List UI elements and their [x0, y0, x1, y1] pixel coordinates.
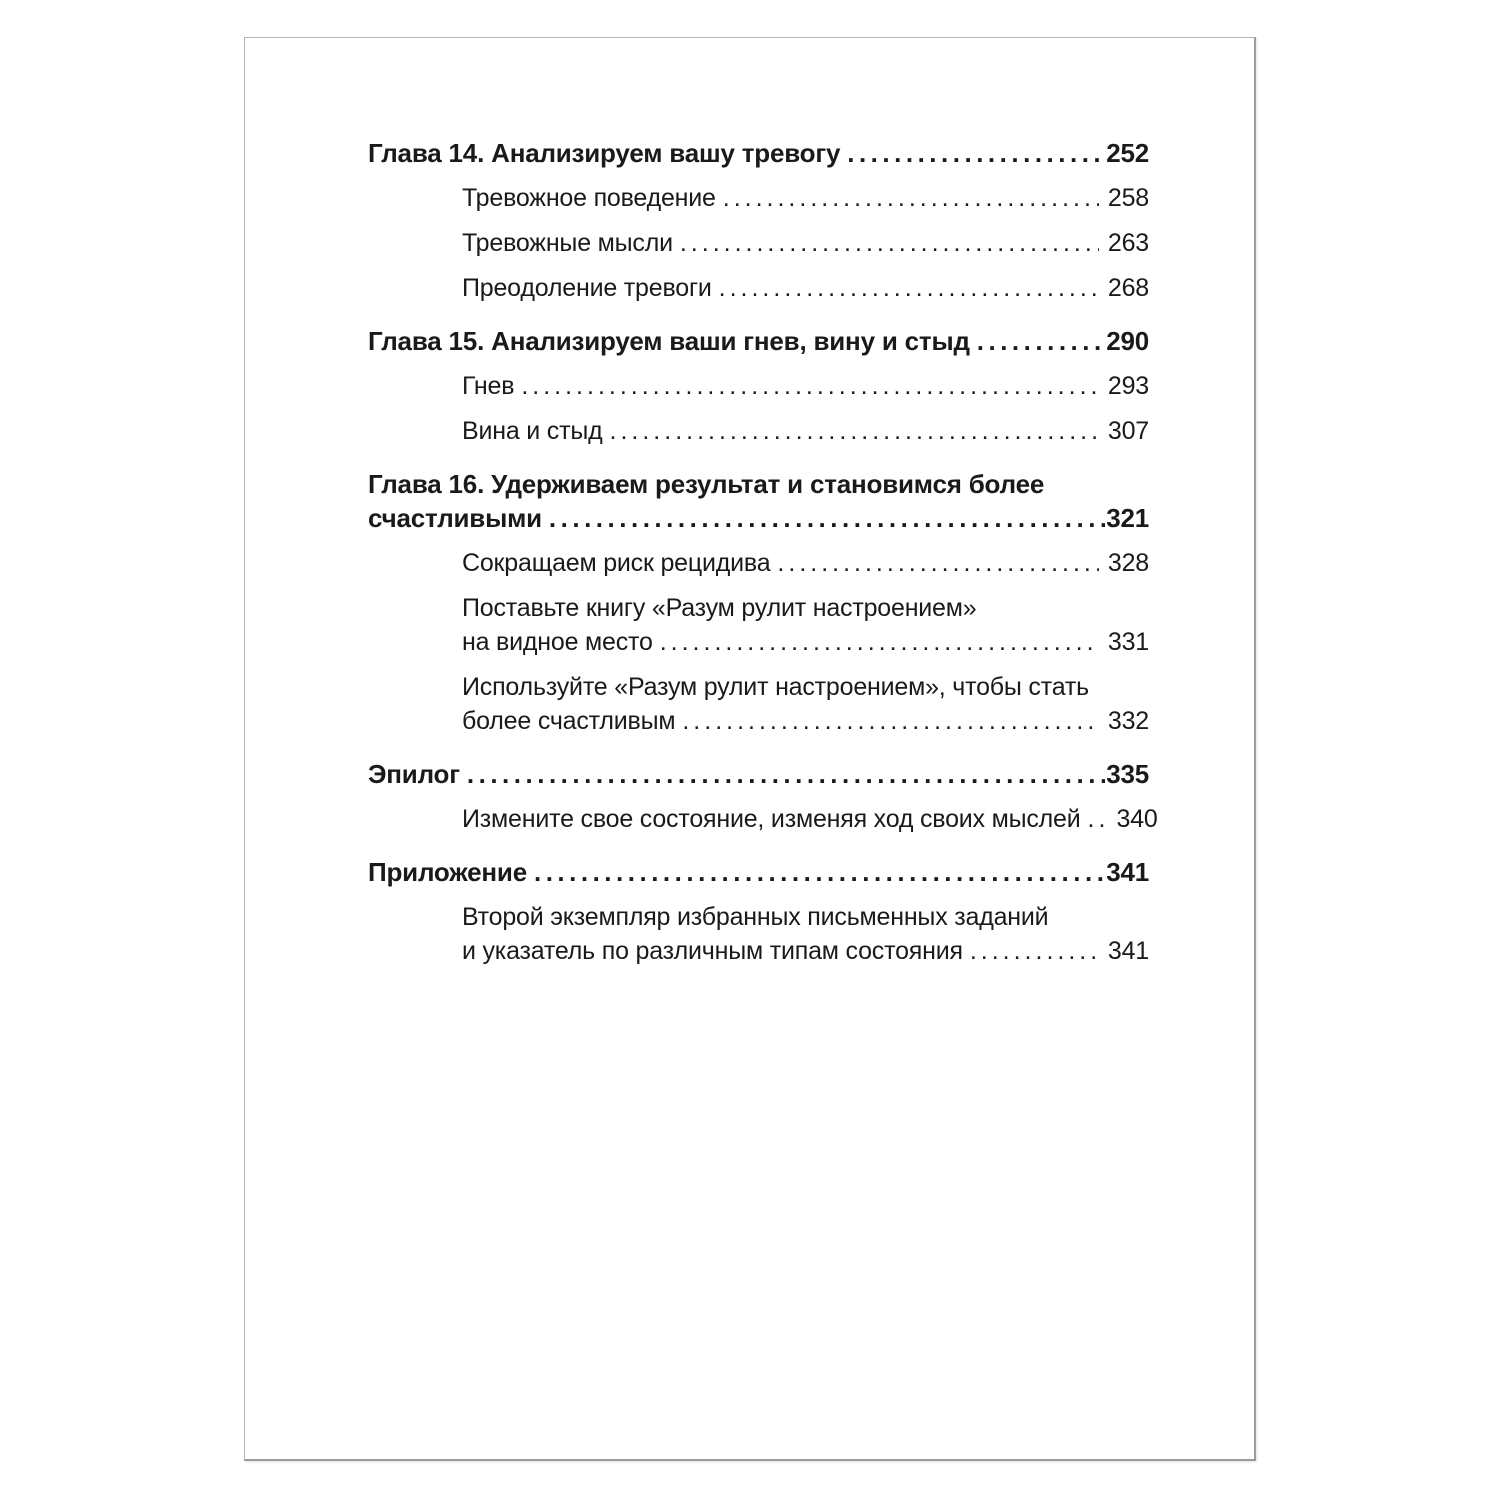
toc-entry-label: на видное место	[462, 628, 653, 656]
toc-sub-entry-line2	[368, 935, 1149, 967]
toc-chapter-entry	[368, 758, 1149, 790]
toc-entry-page: 341	[1106, 857, 1149, 887]
toc-entry-label: счастливыми	[368, 503, 542, 533]
toc-sub-entry	[368, 803, 1158, 835]
toc-entry-label: Глава 16. Удерживаем результат и становимся более	[368, 469, 1045, 499]
toc-entry-label: Второй экземпляр избранных письменных заданий	[462, 903, 1049, 931]
dot-leader	[610, 415, 1099, 447]
toc-entry-label: Преодоление тревоги	[462, 274, 712, 302]
table-of-contents	[245, 38, 1254, 967]
toc-sub-entry	[368, 227, 1149, 259]
dot-leader	[977, 325, 1105, 357]
toc-entry-label: Эпилог	[368, 759, 460, 789]
toc-entry-label: Приложение	[368, 857, 527, 887]
toc-entry-page: 321	[1106, 503, 1149, 533]
toc-entry-page: 290	[1106, 326, 1149, 356]
toc-entry-label: Используйте «Разум рулит настроением», чтобы стать	[462, 673, 1089, 701]
toc-entry-label: и указатель по различным типам состояния	[462, 937, 963, 965]
toc-entry-label: Поставьте книгу «Разум рулит настроением»	[462, 594, 977, 622]
toc-entry-page: 263	[1107, 229, 1149, 257]
dot-leader	[467, 758, 1105, 790]
toc-entry-label: Тревожное поведение	[462, 184, 716, 212]
toc-entry-page: 258	[1107, 184, 1149, 212]
toc-sub-entry-line1	[368, 592, 1149, 624]
book-page-sheet	[244, 37, 1256, 1461]
toc-chapter-entry-line2	[368, 502, 1149, 534]
toc-entry-label: Глава 14. Анализируем вашу тревогу	[368, 138, 841, 168]
toc-entry-page: 307	[1107, 417, 1149, 445]
toc-entry-label: Гнев	[462, 372, 515, 400]
toc-entry-label: Вина и стыд	[462, 417, 603, 445]
toc-entry-page: 331	[1107, 628, 1149, 656]
toc-entry-label: Сокращаем риск рецидива	[462, 549, 771, 577]
toc-entry-page: 252	[1106, 138, 1149, 168]
dot-leader	[723, 182, 1099, 214]
dot-leader	[534, 856, 1105, 888]
dot-leader	[680, 227, 1099, 259]
toc-sub-entry-line2	[368, 626, 1149, 658]
toc-entry-page: 341	[1107, 937, 1149, 965]
dot-leader	[660, 626, 1099, 658]
dot-leader	[549, 502, 1105, 534]
dot-leader	[970, 935, 1099, 967]
toc-sub-entry-line1	[368, 901, 1149, 933]
toc-entry-page: 268	[1107, 274, 1149, 302]
dot-leader	[719, 272, 1099, 304]
toc-entry-label: более счастливым	[462, 707, 676, 735]
dot-leader	[521, 370, 1099, 402]
toc-entry-page: 335	[1106, 759, 1149, 789]
dot-leader	[1088, 803, 1108, 835]
dot-leader	[682, 705, 1099, 737]
toc-sub-entry	[368, 415, 1149, 447]
dot-leader	[777, 547, 1098, 579]
toc-sub-entry	[368, 272, 1149, 304]
dot-leader	[847, 137, 1105, 169]
toc-sub-entry-line2	[368, 705, 1149, 737]
toc-chapter-entry	[368, 856, 1149, 888]
toc-sub-entry	[368, 182, 1149, 214]
toc-chapter-entry	[368, 325, 1149, 357]
toc-entry-page: 340	[1116, 805, 1158, 833]
toc-entry-page: 328	[1107, 549, 1149, 577]
toc-sub-entry-line1	[368, 671, 1149, 703]
toc-entry-label: Глава 15. Анализируем ваши гнев, вину и стыд	[368, 326, 970, 356]
toc-sub-entry	[368, 370, 1149, 402]
toc-chapter-entry	[368, 137, 1149, 169]
toc-sub-entry	[368, 547, 1149, 579]
toc-entry-page: 332	[1107, 707, 1149, 735]
toc-chapter-entry-line1	[368, 468, 1149, 500]
toc-entry-page: 293	[1107, 372, 1149, 400]
toc-entry-label: Тревожные мысли	[462, 229, 673, 257]
toc-entry-label: Измените свое состояние, изменяя ход своих мыслей	[462, 805, 1081, 833]
